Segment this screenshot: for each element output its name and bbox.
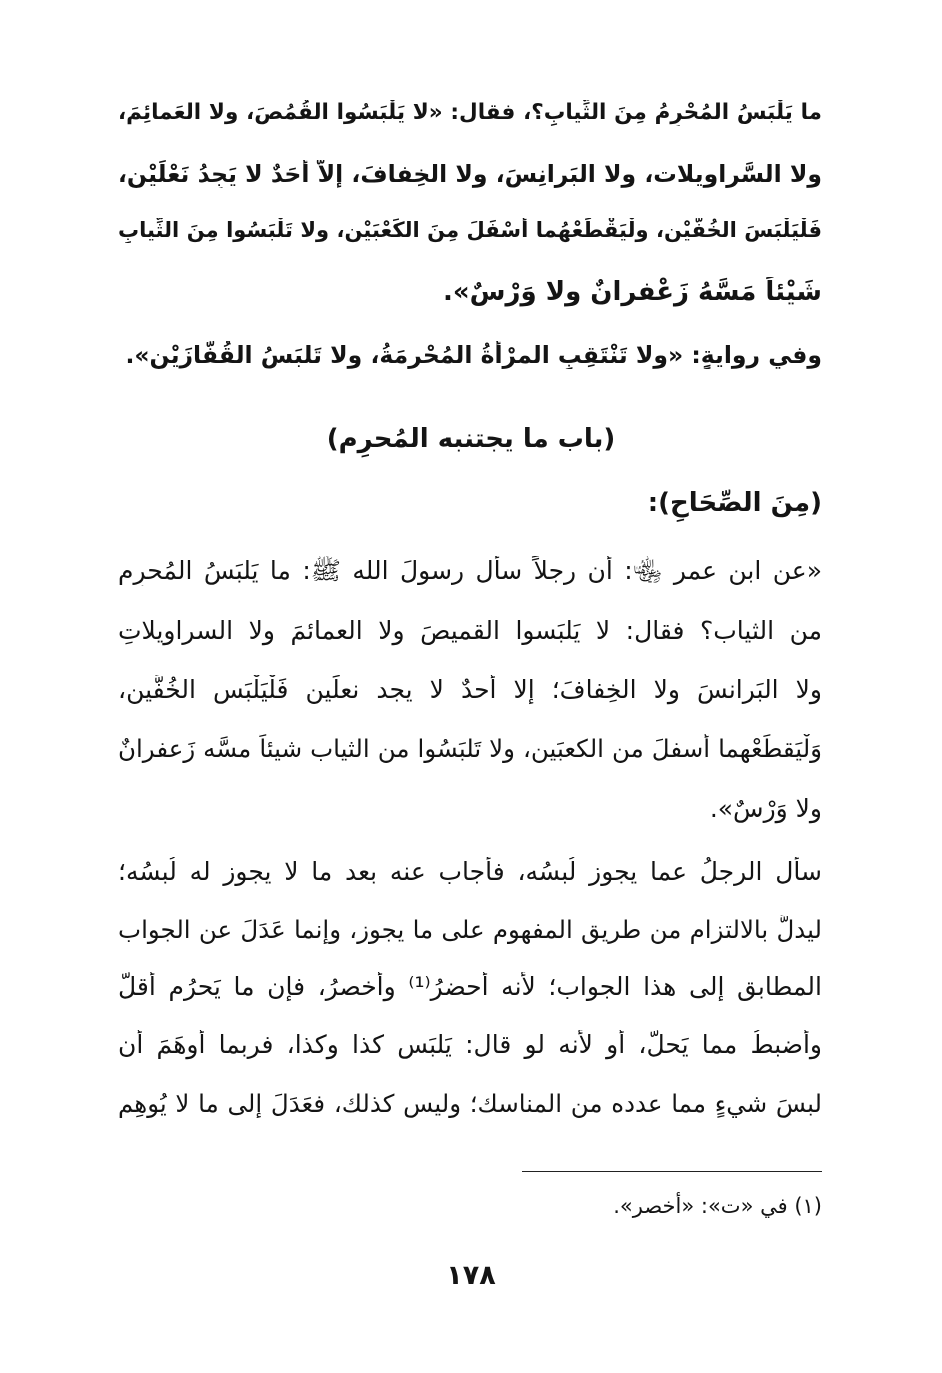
section-heading: (باب ما يجتنبه المُحرِم) (326, 424, 616, 454)
paragraph-1-line-1: ما يَلْبَسُ المُحْرِمُ مِنَ الثِّيابِ؟، فقال: «لا يَلْبَسُوا القُمُصَ، ولا العَمائِمَ، (118, 100, 822, 125)
commentary-line-1: سأل الرجلُ عما يجوز لُبسُه، فأجاب عنه بعد ما لا يجوز له لُبسُه؛ (118, 857, 822, 886)
commentary-line-3: المطابق إلى هذا الجواب؛ لأنه أحضرُ⁽¹⁾ وأخصرُ، فإن ما يَحرُم أقلُّ (118, 972, 822, 1001)
page-number: ١٧٨ (446, 1260, 496, 1291)
commentary-line-5: لبسَ شيءٍ مما عدده من المناسك؛ وليس كذلك، فعَدَلَ إلى ما لا يُوهِم (118, 1089, 822, 1118)
paragraph-1-line-3: فَلْيَلْبَسَ الخُفَّيْنِ، ولْيَقْطَعْهُما أسْفَلَ مِنَ الكَعْبَيْنِ، ولا تَلْبَسُوا مِنَ الثِّيابِ (118, 218, 822, 242)
hadith-line-4: وَلْيَقطَعْهما أسفلَ من الكعبَينِ، ولا تَلبَسُوا من الثياب شيئاً مسَّه زَعفرانٌ (118, 734, 822, 763)
paragraph-1-line-2: ولا السَّراويلات، ولا البَرانِسَ، ولا الخِفافَ، إلاَّ أَحَدٌ لا يَجِدُ نَعْلَيْنِ، (118, 160, 822, 188)
footnote-separator (522, 1171, 822, 1172)
commentary-line-4: وأضبطُ مما يَحلُّ، أو لأنه لو قال: يَلبَس كذا وكذا، فربما أَوهَمَ أن (118, 1030, 822, 1059)
hadith-line-1: «عن ابن عمر ﵄: أن رجلاً سأل رسولَ الله ﷺ: ما يَلبَسُ المُحرِم (118, 556, 822, 585)
hadith-line-5: ولا وَرْسٌ». (709, 794, 822, 823)
paragraph-1-line-4: شَيْئاً مَسَّهُ زَعْفرانٌ ولا وَرْسٌ». (442, 277, 822, 307)
commentary-line-2: ليدلَّ بالالتزام من طريق المفهوم على ما يجوز، وإنما عَدَلَ عن الجواب (118, 915, 822, 944)
subheading: (مِنَ الصِّحَاحِ): (647, 488, 822, 518)
paragraph-2-line-1: وفي روايةٍ: «ولا تَنْتَقِبِ المرْأَةُ المُحْرِمَةُ، ولا تَلبَسُ القُفَّازَيْنِ». (125, 341, 822, 369)
hadith-line-3: ولا البَرانسَ ولا الخِفافَ؛ إلا أحدٌ لا يجد نعلَينِ فَلْيَلْبَسِ الخُفَّينِ، (118, 675, 822, 704)
hadith-line-2: من الثياب؟ فقال: لا يَلبَسوا القميصَ ولا العمائمَ ولا السراويلاتِ (118, 616, 822, 645)
footnote: (١) في «ت»: «أخصر». (613, 1194, 822, 1218)
